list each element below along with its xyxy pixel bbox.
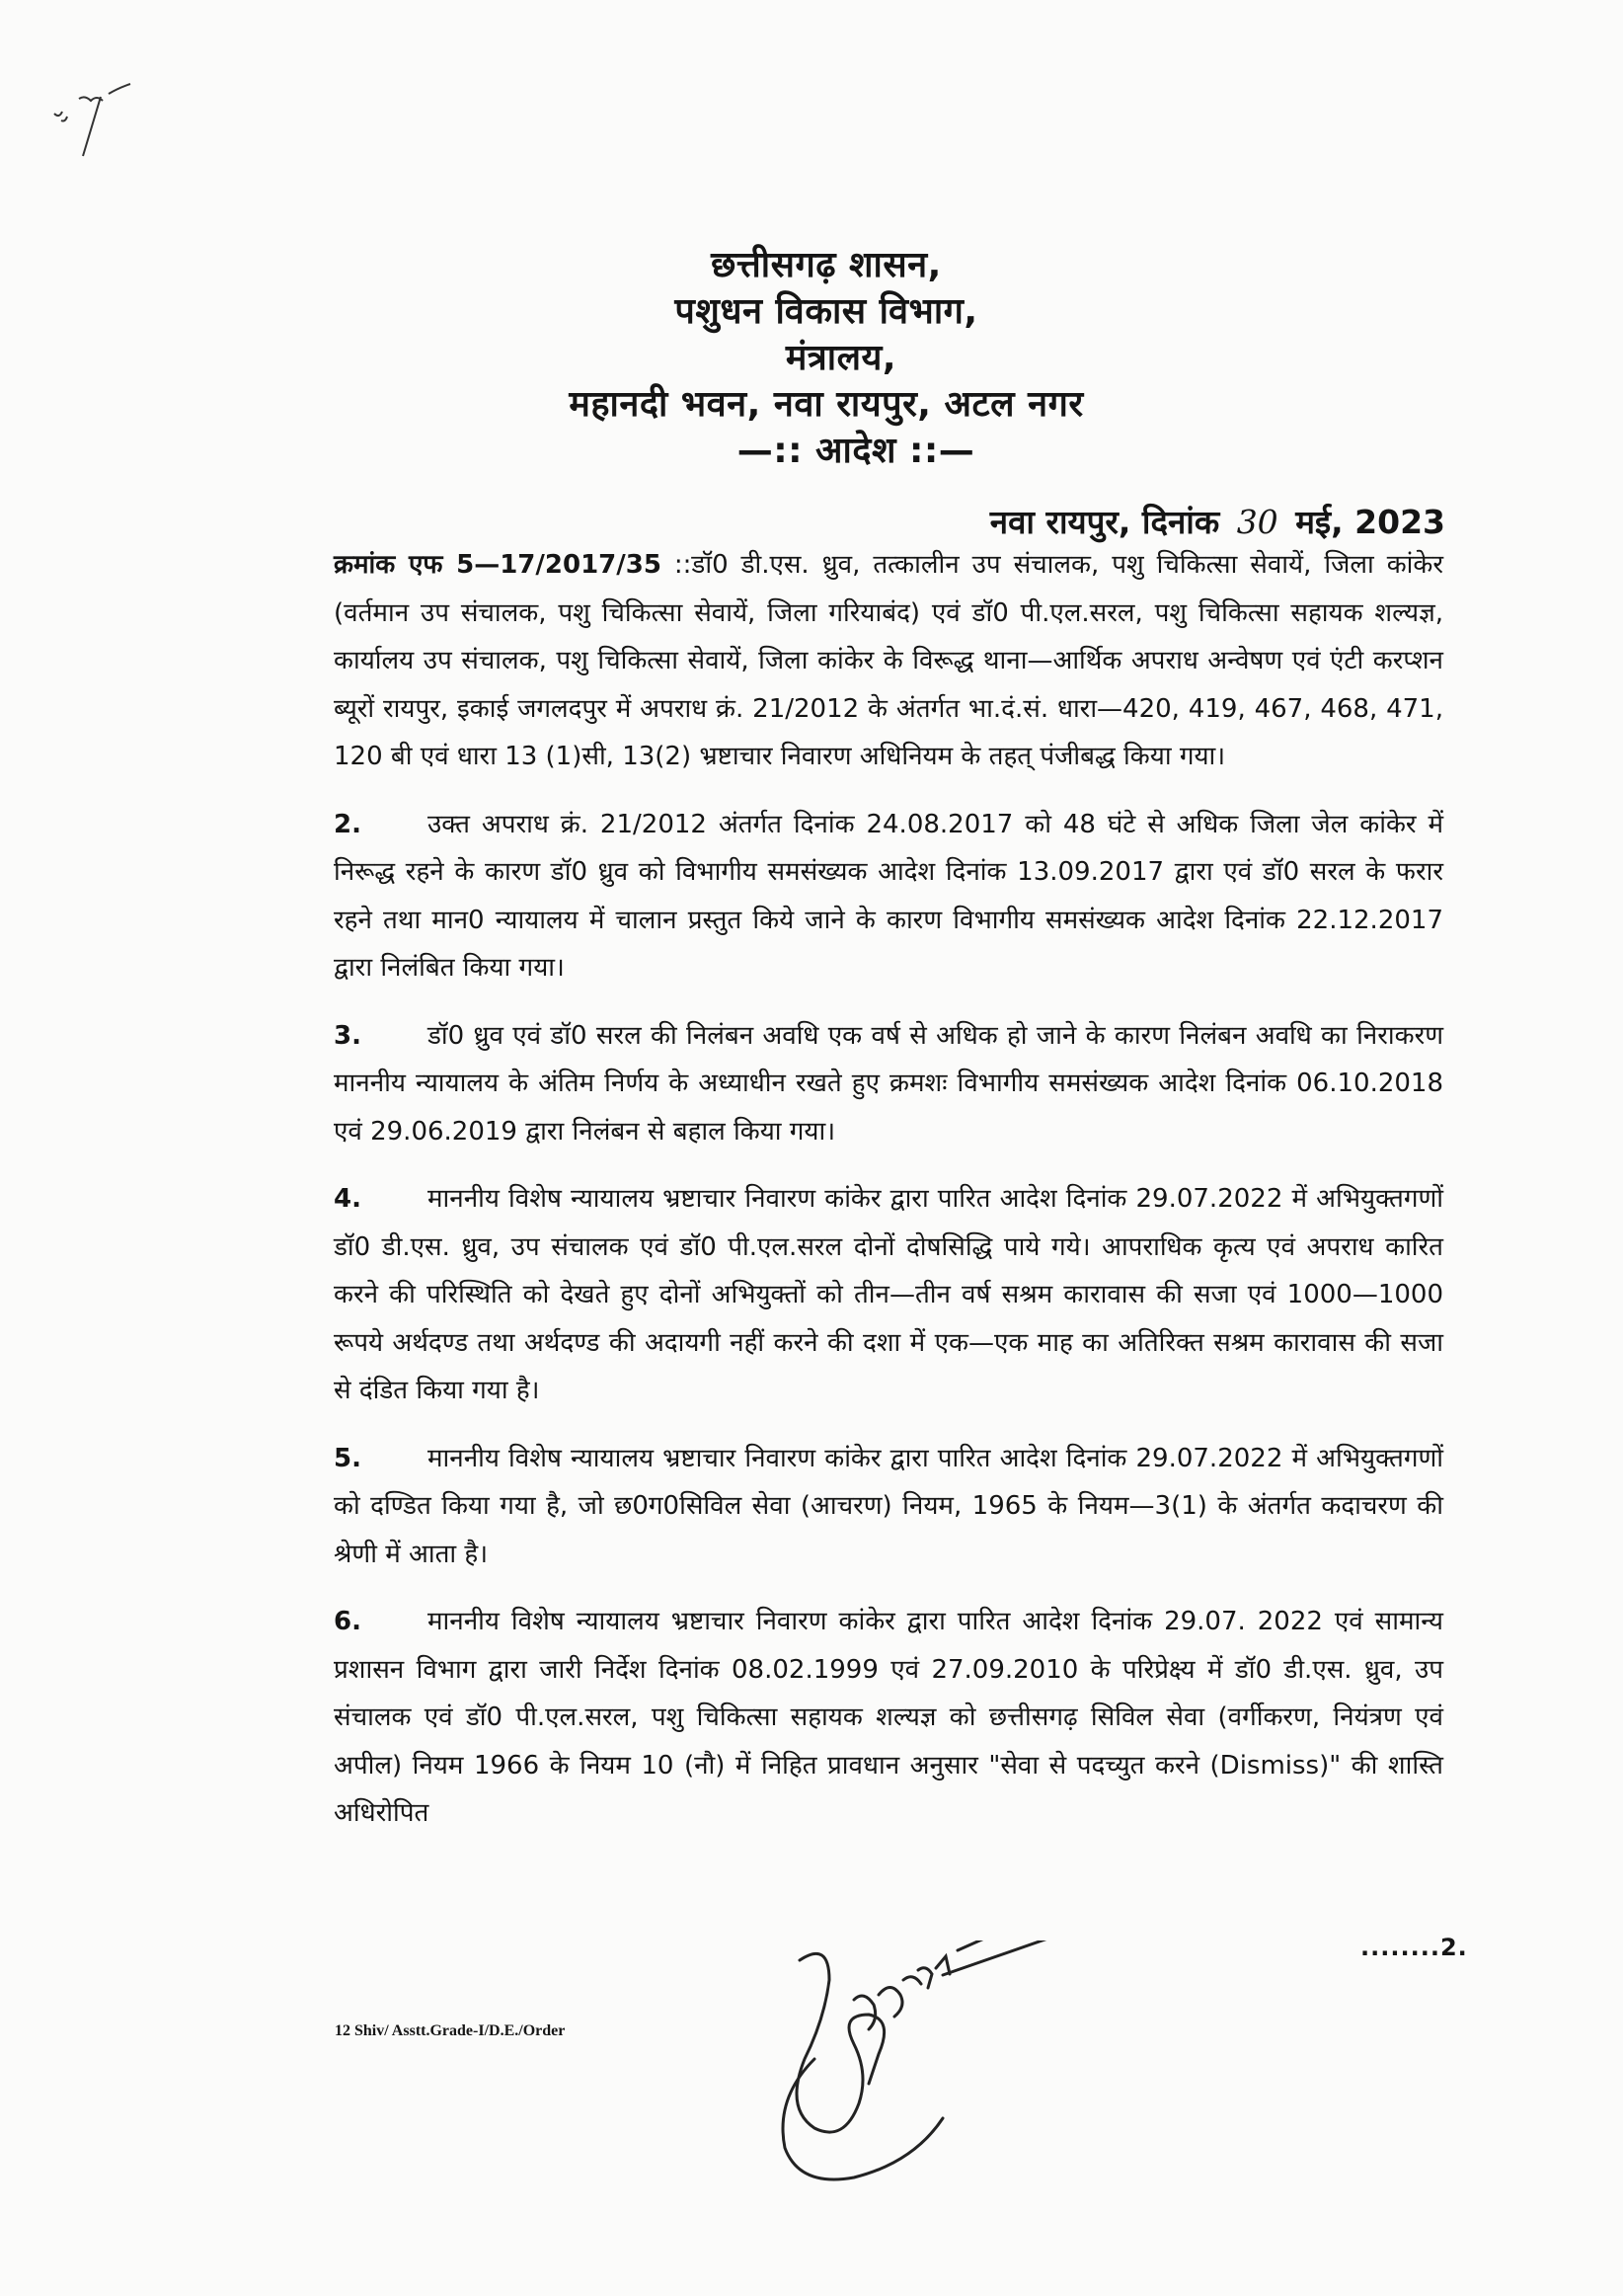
- paragraph-4-text: माननीय विशेष न्यायालय भ्रष्टाचार निवारण कांकेर द्वारा पारित आदेश दिनांक 29.07.2022 में अभियुक्तगणों डॉ0 डी.एस. ध्रुव, उप संचालक एवं डॉ0 पी.एल.सरल दोनों दोषसिद्धि पाये गये। आपराधिक कृत्य एवं अपराध कारित करने की परिस्थिति को देखते हुए दोनों अभियुक्तों को तीन—तीन वर्ष सश्रम कारावास की सजा एवं 1000—1000 रूपये अर्थदण्ड तथा अर्थदण्ड की अदायगी नहीं करने की दशा में एक—एक माह का अतिरिक्त सश्रम कारावास की सजा से दंडित किया गया है।: [334, 1184, 1443, 1405]
- paragraph-3-text: डॉ0 ध्रुव एवं डॉ0 सरल की निलंबन अवधि एक वर्ष से अधिक हो जाने के कारण निलंबन अवधि का निराकरण माननीय न्यायालय के अंतिम निर्णय के अध्याधीन रखते हुए क्रमशः विभागीय समसंख्यक आदेश दिनांक 06.10.2018 एवं 29.06.2019 द्वारा निलंबन से बहाल किया गया।: [334, 1020, 1443, 1147]
- paragraph-6: [334, 1598, 1443, 1838]
- paragraph-4: [334, 1175, 1443, 1415]
- header-address: महानदी भवन, नवा रायपुर, अटल नगर: [569, 384, 1084, 425]
- date-prefix: नवा रायपुर, दिनांक: [989, 503, 1220, 541]
- page-continued-marker: ........2.: [1360, 1934, 1468, 1961]
- order-date: [990, 499, 1445, 543]
- header-department: पशुधन विकास विभाग,: [674, 291, 978, 332]
- header-government: छत्तीसगढ़ शासन,: [711, 245, 942, 285]
- letterhead: [0, 242, 1623, 474]
- date-suffix: मई, 2023: [1295, 503, 1445, 541]
- paragraph-number: 3.: [334, 1020, 361, 1051]
- paragraph-number: 5.: [334, 1443, 361, 1473]
- paragraph-6-text: माननीय विशेष न्यायालय भ्रष्टाचार निवारण कांकेर द्वारा पारित आदेश दिनांक 29.07. 2022 एवं सामान्य प्रशासन विभाग द्वारा जारी निर्देश दिनांक 08.02.1999 एवं 27.09.2010 के परिप्रेक्ष्य में डॉ0 डी.एस. ध्रुव, उप संचालक एवं डॉ0 पी.एल.सरल, पशु चिकित्सा सहायक शल्यज्ञ को छत्तीसगढ़ सिविल सेवा (वर्गीकरण, नियंत्रण एवं अपील) नियम 1966 के नियम 10 (नौ) में निहित प्रावधान अनुसार "सेवा से पदच्युत करने (Dismiss)" की शास्ति अधिरोपित: [334, 1607, 1443, 1828]
- header-ministry: मंत्रालय,: [785, 338, 897, 378]
- footer-file-reference: 12 Shiv/ Asstt.Grade-I/D.E./Order: [335, 2022, 566, 2039]
- paragraph-3: [334, 1012, 1443, 1156]
- paragraph-2: [334, 801, 1443, 992]
- paragraph-number: 2.: [334, 809, 361, 839]
- paragraph-1-text: ::डॉ0 डी.एस. ध्रुव, तत्कालीन उप संचालक, पशु चिकित्सा सेवायें, जिला कांकेर (वर्तमान उप संचालक, पशु चिकित्सा सेवायें, जिला गरियाबंद) एवं डॉ0 पी.एल.सरल, पशु चिकित्सा सहायक शल्यज्ञ, कार्यालय उप संचालक, पशु चिकित्सा सेवायें, जिला कांकेर के विरूद्ध थाना—आर्थिक अपराध अन्वेषण एवं एंटी करप्शन ब्यूरों रायपुर, इकाई जगलदपुर में अपराध क्रं. 21/2012 के अंतर्गत भा.दं.सं. धारा—420, 419, 467, 468, 471, 120 बी एवं धारा 13 (1)सी, 13(2) भ्रष्टाचार निवारण अधिनियम के तहत् पंजीबद्ध किया गया।: [334, 550, 1443, 771]
- header-order-title: —:: आदेश ::—: [736, 431, 975, 471]
- handwritten-signature: [760, 1940, 1056, 2197]
- paragraph-number: 6.: [334, 1607, 361, 1636]
- paragraph-number: 4.: [334, 1184, 361, 1214]
- paragraph-1: [334, 541, 1443, 781]
- order-body: [334, 541, 1443, 1858]
- paragraph-5-text: माननीय विशेष न्यायालय भ्रष्टाचार निवारण कांकेर द्वारा पारित आदेश दिनांक 29.07.2022 में अभियुक्तगणों को दण्डित किया गया है, जो छ0ग0सिविल सेवा (आचरण) नियम, 1965 के नियम—3(1) के अंतर्गत कदाचरण की श्रेणी में आता है।: [334, 1443, 1443, 1569]
- paragraph-2-text: उक्त अपराध क्रं. 21/2012 अंतर्गत दिनांक 24.08.2017 को 48 घंटे से अधिक जिला जेल कांकेर में निरूद्ध रहने के कारण डॉ0 ध्रुव को विभागीय समसंख्यक आदेश दिनांक 13.09.2017 द्वारा एवं डॉ0 सरल के फरार रहने तथा मान0 न्यायालय में चालान प्रस्तुत किये जाने के कारण विभागीय समसंख्यक आदेश दिनांक 22.12.2017 द्वारा निलंबित किया गया।: [334, 809, 1443, 983]
- paragraph-5: [334, 1435, 1443, 1579]
- corner-scribble-mark: [39, 59, 168, 158]
- order-reference-number: क्रमांक एफ 5—17/2017/35: [334, 550, 661, 580]
- handwritten-day: 30: [1236, 503, 1278, 541]
